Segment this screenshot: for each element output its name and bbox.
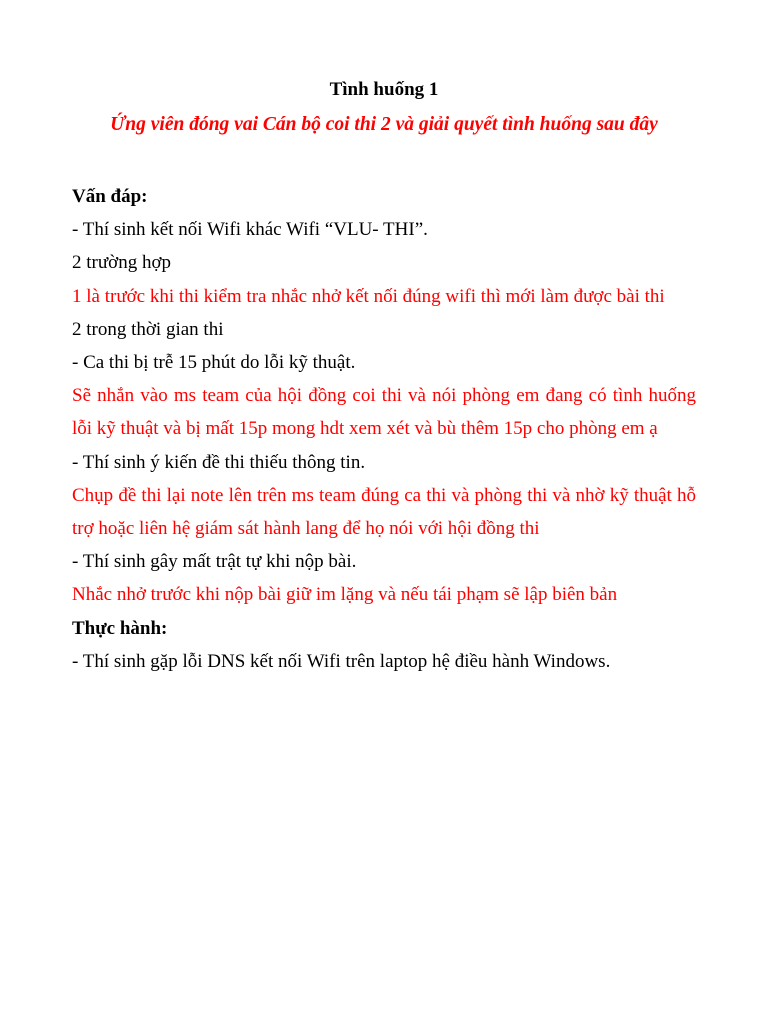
case-1-answer: 1 là trước khi thi kiểm tra nhắc nhở kết nối đúng wifi thì mới làm được bài thi xyxy=(72,285,665,307)
item-disorder: - Thí sinh gây mất trật tự khi nộp bài. xyxy=(72,551,357,573)
oral-section-heading: Vấn đáp: xyxy=(72,186,148,207)
missing-info-answer: Chụp đề thi lại note lên trên ms team đúng ca thi và phòng thi và nhờ kỹ thuật hỗ trợ hoặc liên hệ giám sát hành lang để họ nói với hội đồng thi xyxy=(72,484,696,540)
item-wifi: - Thí sinh kết nối Wifi khác Wifi “VLU- THI”. xyxy=(72,219,428,241)
practice-section-heading: Thực hành: xyxy=(72,617,168,639)
document-title: Tình huống 1 xyxy=(329,79,439,100)
document-body xyxy=(72,180,696,678)
item-late: - Ca thi bị trễ 15 phút do lỗi kỹ thuật. xyxy=(72,352,356,374)
disorder-answer: Nhắc nhở trước khi nộp bài giữ im lặng và nếu tái phạm sẽ lập biên bản xyxy=(72,584,618,606)
two-cases-label: 2 trường hợp xyxy=(72,252,171,274)
item-dns: - Thí sinh gặp lỗi DNS kết nối Wifi trên laptop hệ điều hành Windows. xyxy=(72,650,611,672)
case-2-label: 2 trong thời gian thi xyxy=(72,318,224,340)
document-subtitle: Ứng viên đóng vai Cán bộ coi thi 2 và giải quyết tình huống sau đây xyxy=(110,114,658,135)
late-answer: Sẽ nhắn vào ms team của hội đồng coi thi và nói phòng em đang có tình huống lỗi kỹ thuật và bị mất 15p mong hdt xem xét và bù thêm 15p cho phòng em ạ xyxy=(72,385,696,440)
item-missing-info: - Thí sinh ý kiến đề thi thiếu thông tin. xyxy=(72,451,366,473)
